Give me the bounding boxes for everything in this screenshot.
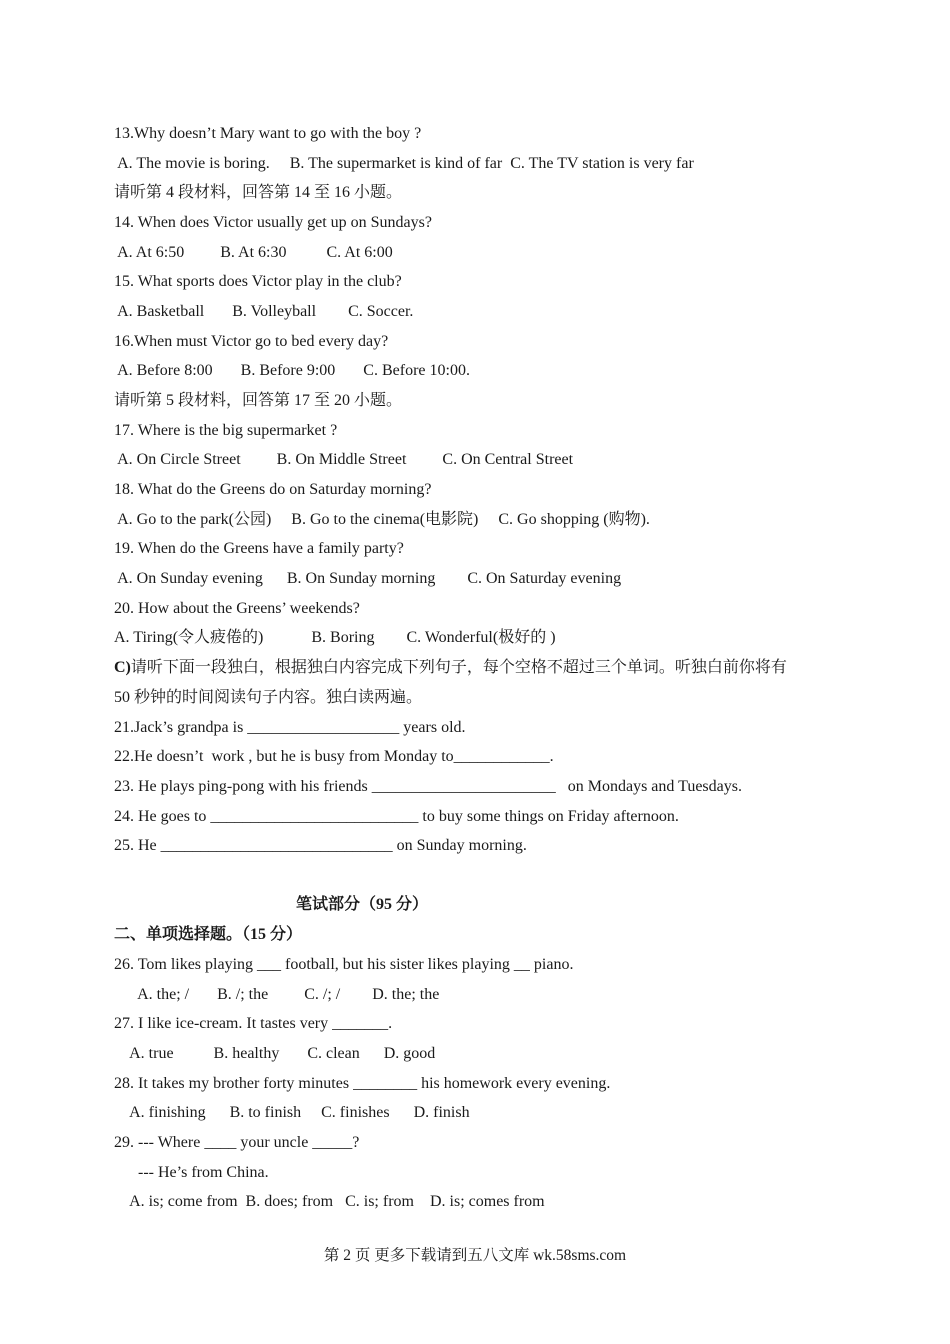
question-21: 21.Jack’s grandpa is ___________________ years old. <box>114 719 466 736</box>
section-c-instruction-continued: 50 秒钟的时间阅读句子内容。独白读两遍。 <box>114 689 423 706</box>
written-part-title: 笔试部分（95 分） <box>296 896 429 913</box>
question-20: 20. How about the Greens’ weekends? <box>114 600 360 617</box>
question-22: 22.He doesn’t work , but he is busy from Monday to____________. <box>114 748 554 765</box>
question-26: 26. Tom likes playing ___ football, but his sister likes playing __ piano. <box>114 956 574 973</box>
question-23: 23. He plays ping-pong with his friends _______________________ on Mondays and Tuesdays. <box>114 778 742 795</box>
listening-instruction-section-4: 请听第 4 段材料，回答第 14 至 16 小题。 <box>114 184 403 201</box>
question-29-answer-line: --- He’s from China. <box>114 1164 269 1181</box>
question-18: 18. What do the Greens do on Saturday morning? <box>114 481 432 498</box>
section-c-text: 请听下面一段独白，根据独白内容完成下列句子，每个空格不超过三个单词。听独白前你将有 <box>130 659 787 676</box>
question-15-options: A. Basketball B. Volleyball C. Soccer. <box>114 303 414 320</box>
question-17-options: A. On Circle Street B. On Middle Street C. On Central Street <box>114 451 574 468</box>
question-27: 27. I like ice-cream. It tastes very _______. <box>114 1015 393 1032</box>
question-19-options: A. On Sunday evening B. On Sunday morning C. On Saturday evening <box>114 570 622 587</box>
question-24: 24. He goes to __________________________ to buy some things on Friday afternoon. <box>114 808 679 825</box>
section-c-label: C) <box>114 659 131 676</box>
question-14-options: A. At 6:50 B. At 6:30 C. At 6:00 <box>114 244 393 261</box>
question-15: 15. What sports does Victor play in the club? <box>114 273 402 290</box>
section-c-instruction <box>114 658 787 678</box>
question-18-options: A. Go to the park(公园) B. Go to the cinema(电影院) C. Go shopping (购物). <box>114 511 650 528</box>
question-28-options: A. finishing B. to finish C. finishes D. finish <box>114 1104 470 1121</box>
question-28: 28. It takes my brother forty minutes ________ his homework every evening. <box>114 1075 611 1092</box>
question-17: 17. Where is the big supermarket ? <box>114 422 338 439</box>
question-19: 19. When do the Greens have a family party? <box>114 540 404 557</box>
question-13: 13.Why doesn’t Mary want to go with the boy ? <box>114 125 422 142</box>
single-choice-section-heading: 二、单项选择题。（15 分） <box>114 926 303 943</box>
question-16-options: A. Before 8:00 B. Before 9:00 C. Before 10:00. <box>114 362 470 379</box>
question-14: 14. When does Victor usually get up on Sundays? <box>114 214 432 231</box>
question-29: 29. --- Where ____ your uncle _____? <box>114 1134 360 1151</box>
question-27-options: A. true B. healthy C. clean D. good <box>114 1045 436 1062</box>
question-26-options: A. the; / B. /; the C. /; / D. the; the <box>114 986 440 1003</box>
question-25: 25. He _____________________________ on Sunday morning. <box>114 837 527 854</box>
question-16: 16.When must Victor go to bed every day? <box>114 333 389 350</box>
question-29-options: A. is; come from B. does; from C. is; from D. is; comes from <box>114 1193 545 1210</box>
question-13-options: A. The movie is boring. B. The supermarket is kind of far C. The TV station is very far <box>114 155 694 172</box>
page-footer: 第 2 页 更多下载请到五八文库 wk.58sms.com <box>323 1247 627 1264</box>
question-20-options: A. Tiring(令人疲倦的) B. Boring C. Wonderful(极好的 ) <box>114 629 556 646</box>
listening-instruction-section-5: 请听第 5 段材料，回答第 17 至 20 小题。 <box>114 392 403 409</box>
